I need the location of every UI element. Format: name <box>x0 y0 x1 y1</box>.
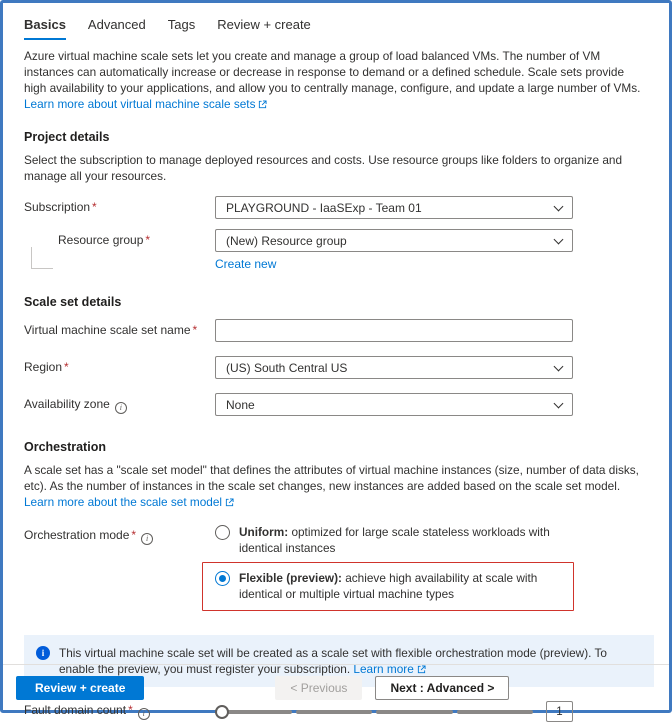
tab-basics[interactable]: Basics <box>24 17 66 40</box>
region-value: (US) South Central US <box>226 360 348 375</box>
wizard-footer <box>3 664 669 710</box>
learn-more-scale-sets-link[interactable]: Learn more about virtual machine scale sets <box>24 97 267 111</box>
uniform-option-text: Uniform: optimized for large scale stateless workloads with identical instances <box>239 525 550 555</box>
radio-unchecked-icon[interactable] <box>215 525 230 540</box>
fault-domain-label: Fault domain count * i <box>24 703 215 720</box>
tab-advanced[interactable]: Advanced <box>87 17 146 32</box>
orchestration-heading: Orchestration <box>24 440 106 454</box>
previous-button[interactable]: < Previous <box>275 676 362 700</box>
chevron-down-icon <box>554 201 564 211</box>
resource-group-label: Resource group * <box>58 233 151 247</box>
project-details-heading: Project details <box>24 130 110 144</box>
vmss-name-row <box>24 319 648 342</box>
create-new-link[interactable]: Create new <box>215 257 277 271</box>
intro-paragraph <box>24 48 648 112</box>
region-label: Region * <box>24 360 69 374</box>
banner-text: This virtual machine scale set will be created as a scale set with flexible orchestration mode (preview). To enable the preview, you must register your subscription. Learn more <box>59 646 607 676</box>
required-asterisk: * <box>131 528 137 542</box>
availability-zone-row <box>24 393 648 416</box>
subscription-dropdown[interactable] <box>215 196 573 219</box>
orchestration-mode-label: Orchestration mode * i <box>24 524 215 545</box>
orchestration-text: A scale set has a "scale set model" that defines the attributes of virtual machine instances (size, number of data disks, etc). As the number of instances in the scale set changes, new instances are added based on the scale set model. <box>24 463 639 493</box>
learn-more-scale-set-model-link[interactable]: Learn more about the scale set model <box>24 495 234 509</box>
orchestration-mode-row <box>24 524 648 611</box>
review-create-button[interactable]: Review + create <box>16 676 144 700</box>
intro-text: Azure virtual machine scale sets let you create and manage a group of load balanced VMs. The number of VM instances can automatically increase or decrease in response to demand or a defined schedule. Scale sets provide high availability to your applications, and allow you to centrally manage, configure, and update a large number of VMs. <box>24 49 641 95</box>
resource-group-value: (New) Resource group <box>226 233 347 248</box>
required-asterisk: * <box>64 360 69 374</box>
flexible-option-highlight-box <box>202 562 574 611</box>
radio-checked-icon[interactable] <box>215 571 230 586</box>
tab-review-create[interactable]: Review + create <box>217 17 311 32</box>
availability-zone-label: Availability zone i <box>24 393 215 414</box>
info-icon[interactable]: i <box>115 402 127 414</box>
required-asterisk: * <box>92 200 97 214</box>
tab-bar <box>24 17 648 40</box>
create-vmss-basics-page <box>3 3 669 722</box>
required-asterisk: * <box>128 703 133 718</box>
banner-learn-more-link[interactable]: Learn more <box>353 662 425 676</box>
required-asterisk: * <box>145 233 151 247</box>
chevron-down-icon <box>554 234 564 244</box>
subscription-row <box>24 196 648 219</box>
info-icon[interactable]: i <box>141 533 153 545</box>
chevron-down-icon <box>554 398 564 408</box>
external-link-icon <box>258 100 267 109</box>
region-dropdown[interactable] <box>215 356 573 379</box>
availability-zone-dropdown[interactable] <box>215 393 573 416</box>
subscription-label: Subscription * <box>24 200 97 214</box>
resource-group-row <box>24 229 648 271</box>
availability-zone-value: None <box>226 397 255 412</box>
orchestration-description <box>24 462 648 510</box>
vmss-name-label: Virtual machine scale set name * <box>24 323 198 337</box>
scale-set-details-heading: Scale set details <box>24 295 122 309</box>
resource-group-dropdown[interactable] <box>215 229 573 252</box>
required-asterisk: * <box>192 323 198 337</box>
orchestration-mode-option-uniform[interactable] <box>215 524 595 556</box>
project-details-description: Select the subscription to manage deployed resources and costs. Use resource groups like folders to organize and manage all your resources. <box>24 153 623 183</box>
info-filled-icon: i <box>36 646 50 660</box>
vmss-name-input[interactable] <box>215 319 573 342</box>
info-icon[interactable]: i <box>138 708 150 720</box>
flexible-option-text: Flexible (preview): achieve high availability at scale with identical or multiple virtual machine types <box>239 571 538 601</box>
region-row <box>24 356 648 379</box>
tab-tags[interactable]: Tags <box>167 17 196 32</box>
subscription-value: PLAYGROUND - IaaSExp - Team 01 <box>226 200 422 215</box>
next-advanced-button[interactable]: Next : Advanced > <box>375 676 509 700</box>
fault-domain-value-box[interactable]: 1 <box>546 701 573 722</box>
external-link-icon <box>225 498 234 507</box>
chevron-down-icon <box>554 361 564 371</box>
orchestration-mode-option-flexible[interactable] <box>215 570 565 602</box>
tree-connector <box>31 247 53 269</box>
